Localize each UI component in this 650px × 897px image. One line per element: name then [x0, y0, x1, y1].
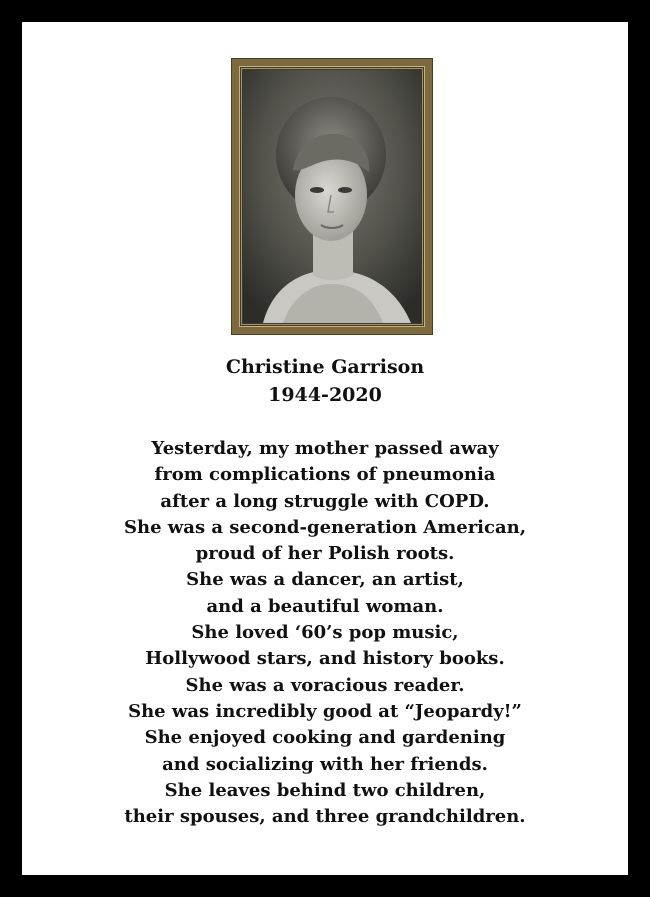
- portrait-photo: [243, 70, 421, 323]
- obituary-line: She was a dancer, an artist,: [186, 569, 464, 591]
- obituary-line: from complications of pneumonia: [154, 464, 496, 486]
- obituary-line: their spouses, and three grandchildren.: [124, 806, 526, 828]
- obituary-line: after a long struggle with COPD.: [160, 490, 490, 512]
- deceased-name: Christine Garrison: [225, 356, 425, 378]
- obituary-line: She was a second-generation American,: [124, 516, 526, 538]
- life-years: 1944-2020: [268, 384, 382, 406]
- obituary-line: She loved ‘60’s pop music,: [191, 622, 459, 644]
- obituary-line: Hollywood stars, and history books.: [145, 648, 505, 670]
- photo-frame: [232, 59, 432, 334]
- obituary-line: and a beautiful woman.: [206, 595, 444, 617]
- portrait-image: [243, 70, 421, 323]
- obituary-line: and socializing with her friends.: [162, 753, 488, 775]
- obituary-line: She enjoyed cooking and gardening: [144, 727, 506, 749]
- obituary-line: She leaves behind two children,: [164, 779, 486, 801]
- obituary-text: [22, 436, 628, 830]
- obituary-line: Yesterday, my mother passed away: [151, 438, 499, 459]
- obituary-line: She was a voracious reader.: [185, 674, 465, 696]
- obituary-line: She was incredibly good at “Jeopardy!”: [128, 700, 522, 722]
- memorial-card: [22, 22, 628, 875]
- obituary-line: proud of her Polish roots.: [195, 543, 455, 565]
